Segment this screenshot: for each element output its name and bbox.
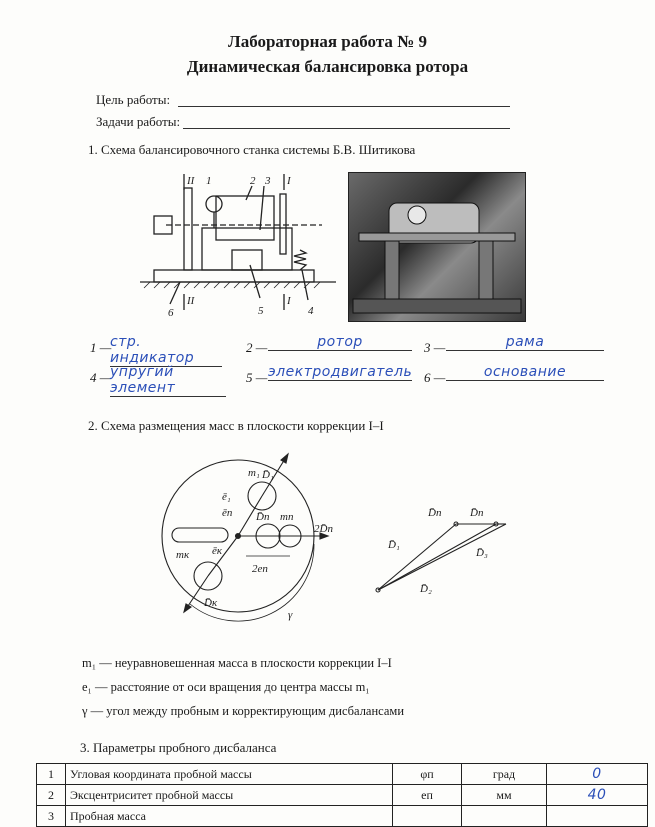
label-2Dp: 2D̄п [314, 523, 333, 535]
label-vec-D1: D̄₁ [388, 539, 400, 551]
part-3-value: рама [446, 334, 604, 351]
label-5: 5 [258, 305, 264, 317]
part-6-value: основание [446, 364, 604, 381]
label-4: 4 [308, 305, 314, 317]
section1-title: 1. Схема балансировочного станка системы Б.В. Шитикова [88, 142, 416, 157]
label-2ep: 2eп [252, 563, 268, 575]
label-D1: D̄₁ [262, 469, 274, 481]
part-2-value: ротор [268, 334, 412, 351]
mass-placement-diagram [150, 448, 350, 628]
label-e1: ē₁ [222, 491, 231, 503]
goal-label: Цель работы: [96, 92, 171, 107]
param-name: Эксцентриситет пробной массы [66, 785, 393, 806]
label-6: 6 [168, 307, 174, 319]
label-vec-D2: D̄₂ [420, 583, 432, 595]
probe-imbalance-table [36, 763, 648, 827]
row-number: 1 [37, 764, 66, 785]
goal-blank-line [178, 106, 510, 107]
part-1-value: стр. индикатор [110, 334, 222, 367]
label-II-top: II [187, 175, 195, 187]
label-ep: ēп [222, 507, 233, 519]
part-5-value: электродвигатель [268, 364, 413, 380]
param-symbol [393, 806, 462, 827]
label-Dk: D̄к [204, 597, 218, 609]
param-symbol: eп [393, 785, 462, 806]
label-2: 2 [250, 175, 256, 187]
balancing-machine-scheme [140, 170, 340, 320]
legend-gamma: γ — угол между пробным и корректирующим дисбалансами [82, 704, 405, 718]
plane-I-disk [280, 194, 286, 254]
label-3: 3 [265, 175, 271, 187]
label-ek: ēк [212, 545, 223, 557]
lab-title: Лабораторная работа № 9 [228, 32, 427, 51]
section3-title: 3. Параметры пробного дисбаланса [80, 740, 277, 755]
label-mp: mп [280, 511, 294, 523]
table-row [37, 764, 648, 785]
label-vec-D3: D̄₃ [476, 547, 488, 559]
section2-title: 2. Схема размещения масс в плоскости коррекции I–I [88, 418, 384, 433]
param-name: Угловая координата пробной массы [66, 764, 393, 785]
row-number: 2 [37, 785, 66, 806]
label-1: 1 [206, 175, 212, 187]
param-value: 40 [547, 785, 648, 806]
table-row [37, 806, 648, 827]
legend-e1: e₁ — расстояние от оси вращения до центра массы m₁ [82, 680, 370, 694]
lab-subtitle: Динамическая балансировка ротора [186, 57, 469, 76]
rotor [216, 196, 274, 240]
part-4-value: упругий элемент [110, 364, 226, 397]
label-m1: m₁ [248, 467, 260, 479]
vector-D1 [378, 524, 456, 590]
part-5-num: 5 — [246, 370, 268, 385]
tasks-blank-line [183, 128, 510, 129]
label-vec-Dp2: D̄п [470, 507, 484, 519]
part-4-num: 4 — [90, 370, 112, 385]
legend-m1: m₁ — неуравновешенная масса в плоскости коррекции I–I [82, 656, 392, 670]
param-value [547, 806, 648, 827]
tasks-label: Задачи работы: [96, 114, 181, 129]
label-I-bottom: I [287, 295, 291, 307]
param-unit: мм [462, 785, 547, 806]
machine-photo-sketch [349, 173, 525, 321]
indicator-dial [206, 196, 222, 212]
part-6-num: 6 — [424, 370, 446, 385]
part-1-num: 1 — [90, 340, 112, 355]
param-value: 0 [547, 764, 648, 785]
param-unit [462, 806, 547, 827]
label-vec-Dp1: D̄п [428, 507, 442, 519]
row-number: 3 [37, 806, 66, 827]
part-2-num: 2 — [246, 340, 268, 355]
part-3-num: 3 — [424, 340, 446, 355]
param-name: Пробная масса [66, 806, 393, 827]
shaft-slot [172, 528, 228, 542]
label-mk: mк [176, 549, 190, 561]
label-I-top: I [287, 175, 291, 187]
base-plate [154, 270, 314, 282]
plane-II-disk [184, 188, 192, 270]
motor [232, 250, 262, 270]
spring [294, 250, 306, 270]
table-row [37, 785, 648, 806]
label-Dp: D̄п [256, 511, 270, 523]
machine-photo [348, 172, 526, 322]
param-unit: град [462, 764, 547, 785]
param-symbol: φп [393, 764, 462, 785]
label-gamma: γ [288, 609, 293, 621]
label-II-bottom: II [187, 295, 195, 307]
vector-diagram [370, 498, 520, 598]
